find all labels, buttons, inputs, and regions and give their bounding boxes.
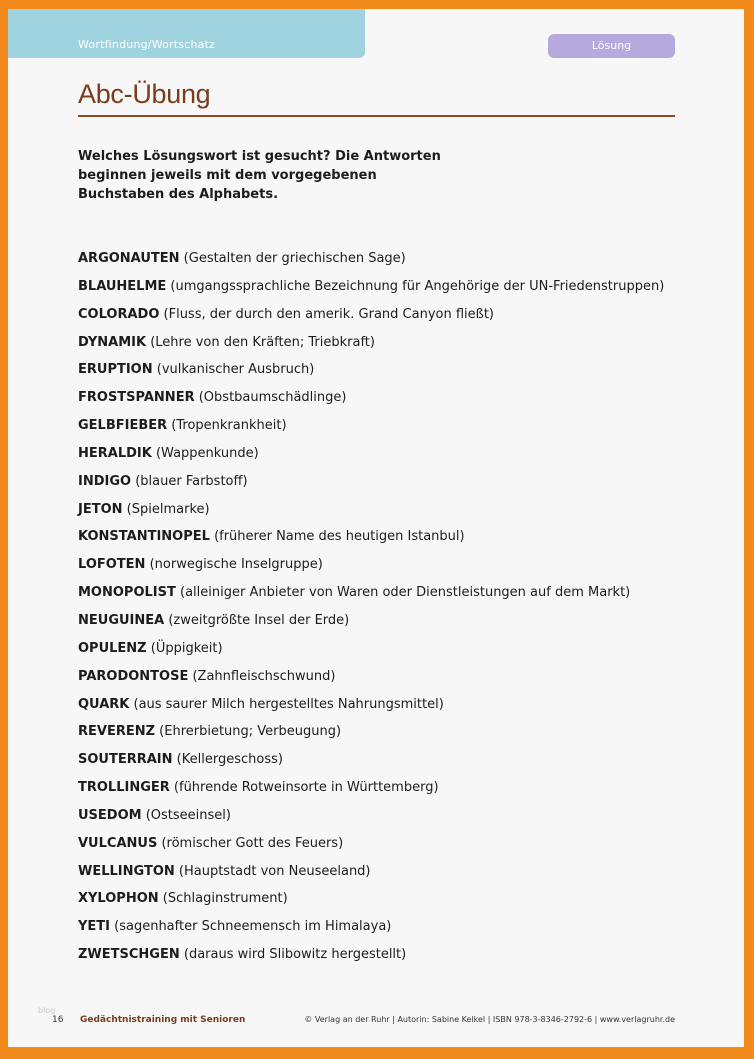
title-divider bbox=[78, 115, 675, 117]
answer-clue: (Obstbaumschädlinge) bbox=[198, 390, 347, 406]
answer-item bbox=[78, 663, 698, 691]
answer-clue: (Wappenkunde) bbox=[155, 445, 259, 461]
answer-word: OPULENZ bbox=[78, 640, 147, 656]
answer-clue: (sagenhafter Schneemensch im Himalaya) bbox=[114, 919, 392, 935]
page-number: 16 bbox=[52, 1015, 64, 1025]
answer-item bbox=[78, 245, 698, 273]
answer-item bbox=[78, 273, 698, 301]
answer-clue: (Üppigkeit) bbox=[150, 640, 223, 656]
answer-word: HERALDIK bbox=[78, 445, 152, 461]
answer-item bbox=[78, 523, 698, 551]
answer-word: XYLOPHON bbox=[78, 891, 159, 907]
answer-clue: (alleiniger Anbieter von Waren oder Dienstleistungen auf dem Markt) bbox=[180, 585, 631, 601]
answer-item bbox=[78, 718, 698, 746]
answer-item bbox=[78, 356, 698, 384]
answer-clue: (Ostseeinsel) bbox=[145, 807, 231, 823]
publisher-credit: © Verlag an der Ruhr | Autorin: Sabine Kelkel | ISBN 978-3-8346-2792-6 | www.verlagruhr.de bbox=[304, 1015, 675, 1024]
answer-word: JETON bbox=[78, 501, 123, 517]
page-title: Abc-Übung bbox=[78, 79, 211, 109]
answer-item bbox=[78, 774, 698, 802]
answer-word: BLAUHELME bbox=[78, 278, 167, 294]
worksheet-page bbox=[8, 9, 744, 1047]
answer-clue: (Tropenkrankheit) bbox=[171, 418, 287, 434]
answer-word: TROLLINGER bbox=[78, 780, 170, 796]
answer-list bbox=[78, 245, 698, 969]
answer-item bbox=[78, 830, 698, 858]
answer-item bbox=[78, 384, 698, 412]
answer-word: PARODONTOSE bbox=[78, 668, 189, 684]
answer-clue: (zweitgrößte Insel der Erde) bbox=[168, 612, 350, 628]
answer-word: QUARK bbox=[78, 696, 130, 712]
answer-word: KONSTANTINOPEL bbox=[78, 529, 210, 545]
instructions: Welches Lösungswort ist gesucht? Die Antworten beginnen jeweils mit dem vorgegebenen Buchstaben des Alphabets. bbox=[78, 149, 441, 202]
answer-item bbox=[78, 941, 698, 969]
answer-word: COLORADO bbox=[78, 306, 160, 322]
answer-word: YETI bbox=[78, 919, 110, 935]
answer-item bbox=[78, 551, 698, 579]
answer-clue: (Gestalten der griechischen Sage) bbox=[183, 251, 406, 266]
answer-item bbox=[78, 468, 698, 496]
answer-clue: (daraus wird Slibowitz hergestellt) bbox=[183, 947, 407, 963]
solution-badge: Lösung bbox=[548, 34, 675, 58]
answer-word: REVERENZ bbox=[78, 724, 156, 740]
answer-item bbox=[78, 496, 698, 524]
answer-clue: (Kellergeschoss) bbox=[176, 752, 283, 768]
answer-word: VULCANUS bbox=[78, 835, 158, 851]
answer-word: WELLINGTON bbox=[78, 863, 175, 879]
answer-clue: (Spielmarke) bbox=[126, 501, 210, 517]
answer-item bbox=[78, 412, 698, 440]
answer-item bbox=[78, 329, 698, 357]
answer-clue: (Schlaginstrument) bbox=[162, 891, 288, 907]
answer-clue: (norwegische Inselgruppe) bbox=[149, 557, 323, 573]
answer-item bbox=[78, 885, 698, 913]
answer-clue: (umgangssprachliche Bezeichnung für Angehörige der UN-Friedenstruppen) bbox=[170, 278, 665, 294]
answer-item bbox=[78, 301, 698, 329]
answer-clue: (früherer Name des heutigen Istanbul) bbox=[214, 529, 465, 545]
book-title: Gedächtnistraining mit Senioren bbox=[80, 1015, 246, 1025]
answer-word: FROSTSPANNER bbox=[78, 390, 195, 406]
answer-clue: (Zahnfleischschwund) bbox=[192, 668, 336, 684]
answer-clue: (Ehrerbietung; Verbeugung) bbox=[159, 724, 342, 740]
answer-clue: (blauer Farbstoff) bbox=[135, 473, 248, 489]
answer-word: MONOPOLIST bbox=[78, 585, 176, 601]
answer-clue: (Hauptstadt von Neuseeland) bbox=[178, 863, 371, 879]
answer-word: ERUPTION bbox=[78, 362, 153, 378]
answer-word: USEDOM bbox=[78, 807, 142, 823]
answer-clue: (römischer Gott des Feuers) bbox=[161, 835, 344, 851]
answer-item bbox=[78, 802, 698, 830]
answer-clue: (führende Rotweinsorte in Württemberg) bbox=[173, 780, 439, 796]
answer-word: ARGONAUTEN bbox=[78, 251, 180, 266]
answer-item bbox=[78, 579, 698, 607]
answer-word: INDIGO bbox=[78, 473, 132, 489]
answer-clue: (Lehre von den Kräften; Triebkraft) bbox=[150, 334, 375, 350]
topic-tab-label: Wortfindung/Wortschatz bbox=[78, 38, 216, 51]
topic-tab bbox=[8, 9, 365, 58]
answer-word: LOFOTEN bbox=[78, 557, 146, 573]
answer-item bbox=[78, 440, 698, 468]
answer-item bbox=[78, 691, 698, 719]
answer-item bbox=[78, 635, 698, 663]
answer-word: NEUGUINEA bbox=[78, 612, 165, 628]
answer-word: GELBFIEBER bbox=[78, 418, 168, 434]
answer-item bbox=[78, 607, 698, 635]
answer-clue: (vulkanischer Ausbruch) bbox=[156, 362, 315, 378]
answer-item bbox=[78, 746, 698, 774]
footer-faint-mark: blog bbox=[38, 1006, 56, 1015]
answer-word: SOUTERRAIN bbox=[78, 752, 173, 768]
answer-word: ZWETSCHGEN bbox=[78, 947, 180, 963]
answer-word: DYNAMIK bbox=[78, 334, 147, 350]
answer-item bbox=[78, 858, 698, 886]
answer-clue: (Fluss, der durch den amerik. Grand Canyon fließt) bbox=[163, 306, 495, 322]
answer-clue: (aus saurer Milch hergestelltes Nahrungsmittel) bbox=[133, 696, 444, 712]
answer-item bbox=[78, 913, 698, 941]
